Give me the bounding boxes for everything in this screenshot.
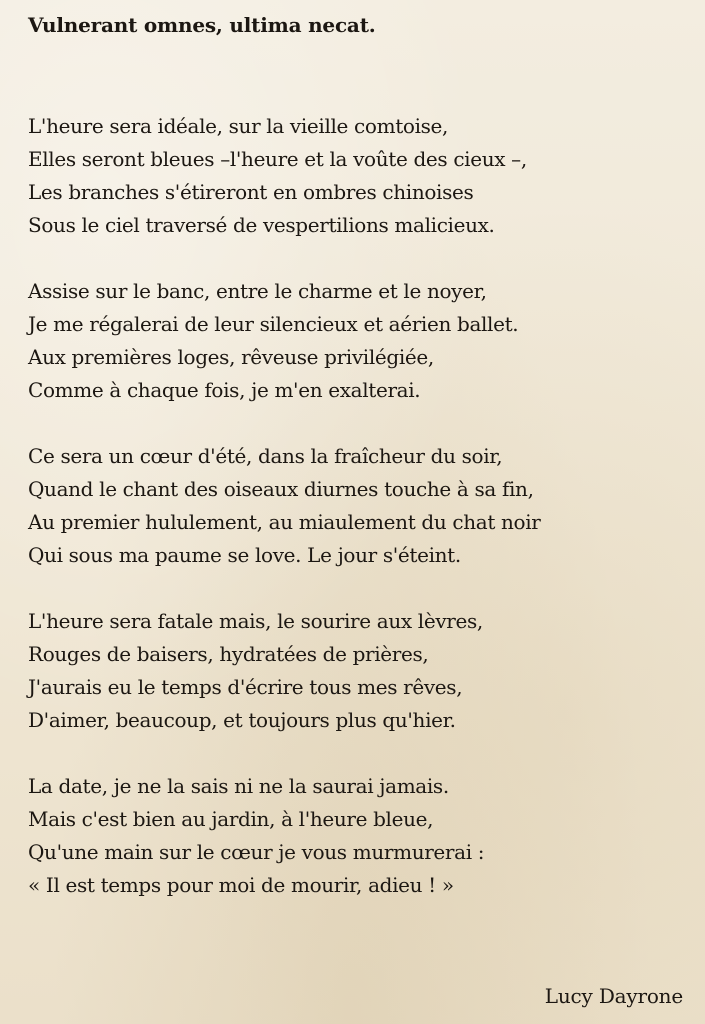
stanza-3	[28, 440, 698, 572]
poem-title: Vulnerant omnes, ultima necat.	[28, 13, 376, 37]
verse-line: D'aimer, beaucoup, et toujours plus qu'hier.	[28, 708, 456, 732]
verse-line: Rouges de baisers, hydratées de prières,	[28, 642, 429, 666]
stanza-5	[28, 770, 698, 902]
author-signature: Lucy Dayrone	[544, 984, 683, 1008]
verse-line: L'heure sera idéale, sur la vieille comtoise,	[28, 114, 449, 138]
verse-line: « Il est temps pour moi de mourir, adieu ! »	[28, 873, 454, 897]
poem-body	[28, 110, 698, 935]
verse-line: Ce sera un cœur d'été, dans la fraîcheur du soir,	[28, 444, 503, 468]
verse-line: Mais c'est bien au jardin, à l'heure bleue,	[28, 807, 434, 831]
stanza-1	[28, 110, 698, 242]
verse-line: J'aurais eu le temps d'écrire tous mes rêves,	[28, 675, 463, 699]
verse-line: Au premier hululement, au miaulement du chat noir	[28, 510, 541, 534]
verse-line: L'heure sera fatale mais, le sourire aux lèvres,	[28, 609, 483, 633]
verse-line: Qui sous ma paume se love. Le jour s'éteint.	[28, 543, 461, 567]
verse-line: Qu'une main sur le cœur je vous murmurerai :	[28, 840, 485, 864]
verse-line: Elles seront bleues –l'heure et la voûte des cieux –,	[28, 147, 527, 171]
verse-line: Assise sur le banc, entre le charme et le noyer,	[28, 279, 487, 303]
verse-line: Sous le ciel traversé de vespertilions malicieux.	[28, 213, 495, 237]
verse-line: Quand le chant des oiseaux diurnes touche à sa fin,	[28, 477, 534, 501]
stanza-4	[28, 605, 698, 737]
verse-line: Les branches s'étireront en ombres chinoises	[28, 180, 474, 204]
verse-line: Comme à chaque fois, je m'en exalterai.	[28, 378, 421, 402]
verse-line: Aux premières loges, rêveuse privilégiée,	[28, 345, 434, 369]
stanza-2	[28, 275, 698, 407]
verse-line: La date, je ne la sais ni ne la saurai jamais.	[28, 774, 449, 798]
verse-line: Je me régalerai de leur silencieux et aérien ballet.	[28, 312, 519, 336]
